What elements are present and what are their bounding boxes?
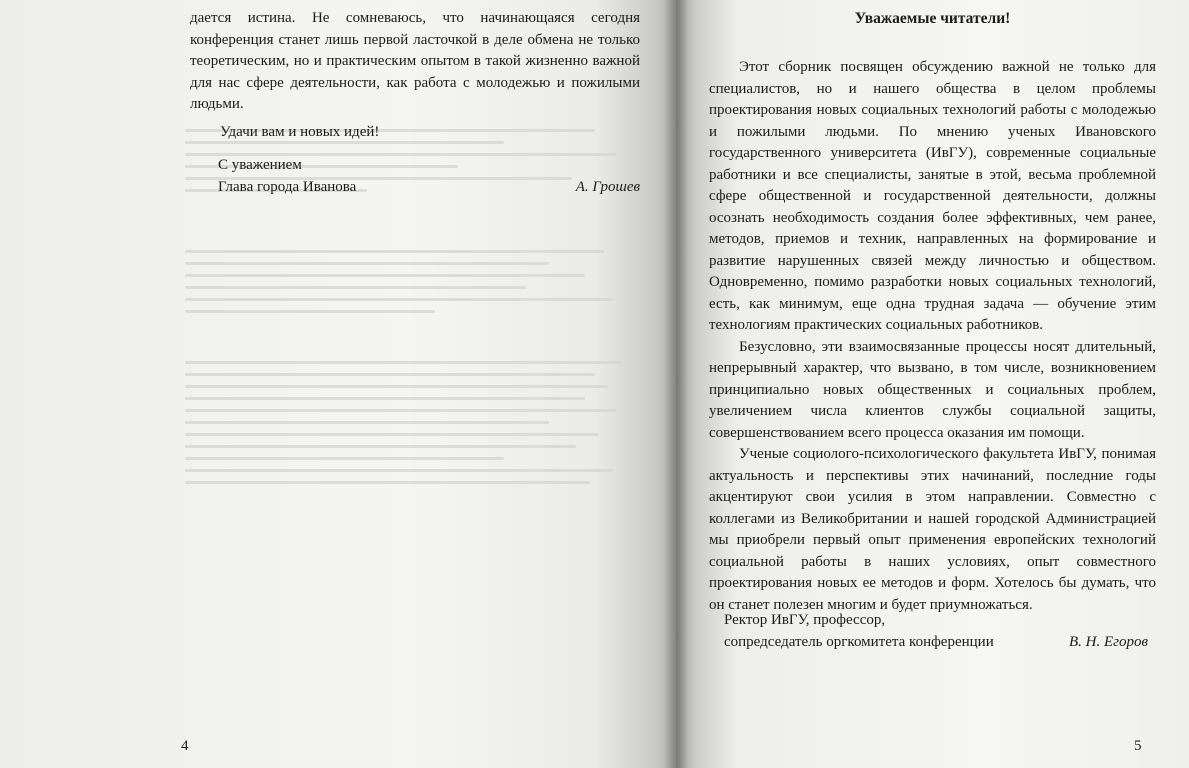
book-gutter-shadow — [664, 0, 688, 768]
right-page-body — [709, 57, 1156, 616]
right-signature — [724, 609, 1148, 653]
right-paragraph-3: Ученые социолого-психологического факультета ИвГУ, понимая актуальность и перспективы этих начинаний, последние годы акцентируют свои усилия в этом направлении. Совместно с коллегами из Великобритании и нашей городской Администрацией мы приобрели первый опыт применения европейских технологий социальной работы в наших условиях, опыт совместного проектирования новых ее методов и форм. Хотелось бы думать, что он станет полезен многим и будет приумножаться. — [709, 446, 1156, 613]
signature-closing: С уважением — [218, 157, 302, 173]
signature-name: В. Н. Егоров — [1068, 634, 1148, 650]
signature-line-2: сопредседатель оргкомитета конференции — [724, 634, 994, 650]
signature-position: Глава города Иванова — [218, 178, 357, 195]
signature-line-1: Ректор ИвГУ, профессор, — [724, 612, 886, 628]
right-paragraph-1: Этот сборник посвящен обсуждению важной не только для специалистов, но и нашего общества в целом проблемы проектирования новых социальных технологий работы с молодежью и пожилыми людьми. По мнению ученых Ивановского государственного университета (ИвГУ), современные социальные работники и все специалисты, занятые в этой, весьма проблемной сфере общественной и государственной деятельности, должны осознать необходимость создания более эффективных, чем ранее, методов, приемов и техник, направленных на формирование и развитие нарушенных связей между личностью и обществом. Одновременно, помимо разработки новых социальных технологий, есть, как минимум, еще одна трудная задача — обучение этим технологиям практических социальных работников. — [709, 59, 1156, 333]
page-heading: Уважаемые читатели! — [854, 10, 1011, 27]
left-signature — [218, 155, 640, 198]
left-page-body — [190, 8, 640, 143]
page-number-left: 4 — [181, 738, 189, 754]
left-paragraph-2: Удачи вам и новых идей! — [220, 123, 380, 140]
left-paragraph-1: дается истина. Не сомневаюсь, что начинающаяся сегодня конференция станет лишь первой ласточкой в деле обмена не только теоретическим, но и практическим опытом в такой жизненно важной для нас сфере деятельности, как работа с молодежью и пожилыми людьми. — [190, 10, 640, 112]
page-number-right: 5 — [1134, 738, 1142, 754]
right-paragraph-2: Безусловно, эти взаимосвязанные процессы носят длительный, непрерывный характер, что вызвано, в том числе, возникновением принципиально новых общественных и социальных проблем, увеличением числа клиентов службы социальной защиты, совершенствованием всего процесса оказания им помощи. — [709, 338, 1156, 441]
signature-name: А. Грошев — [575, 178, 640, 195]
